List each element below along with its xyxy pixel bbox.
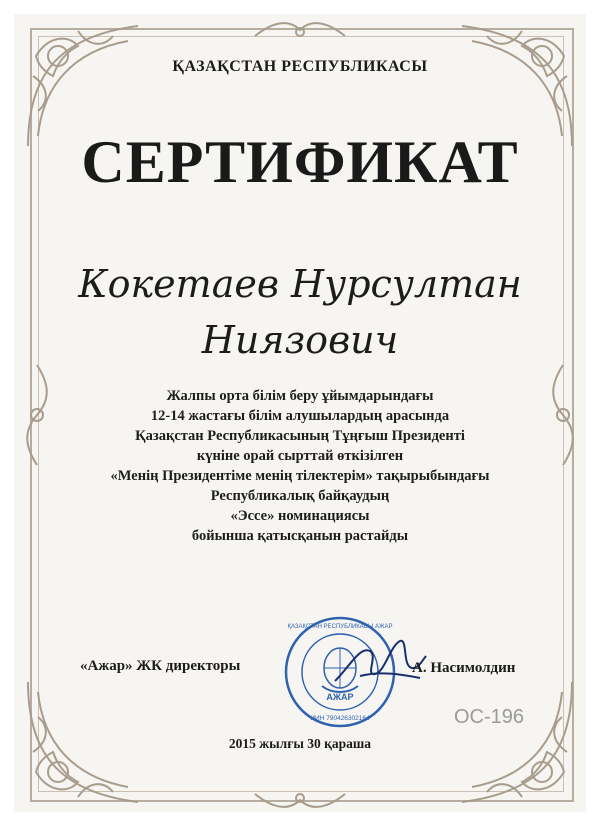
body-line: Қазақстан Республикасының Тұңғыш Президенті [135,428,465,444]
body-line: Жалпы орта білім беру ұйымдарындағы [166,388,434,404]
certificate-date: 2015 жылғы 30 қараша [228,736,372,751]
ornament-top-middle [250,18,350,42]
body-line: «Менің Президентіме менің тілектерім» тақырыбындағы [110,468,490,484]
country-heading: ҚАЗАҚСТАН РЕСПУБЛИКАСЫ [172,58,428,75]
ornament-left-middle [22,360,52,470]
body-line: бойынша қатысқанын растайды [191,528,409,544]
body-line: күніне орай сырттай өткізілген [196,448,404,464]
certificate-code: ОС-196 [454,706,525,728]
stamp-center-text: АЖАР [326,692,354,702]
stamp-bottom-text: ИИН 790426302164 [310,715,370,722]
body-line: 12-14 жастағы білім алушылардың арасында [150,408,450,424]
body-line: «Эссе» номинациясы [230,508,370,524]
director-label: «Ажар» ЖК директоры [80,658,241,674]
certificate-title: СЕРТИФИКАТ [81,129,519,195]
ornament-right-middle [548,360,578,470]
recipient-name-line2: Ниязович [201,318,399,362]
stamp-ring-text: ҚАЗАҚСТАН РЕСПУБЛИКАСЫ АЖАР [287,624,393,630]
body-line: Республикалық байқаудың [210,488,390,504]
recipient-name-line1: Кокетаев Нурсултан [78,262,522,306]
certificate-body [60,386,540,546]
ornament-bottom-middle [250,788,350,812]
director-name: А. Насимолдин [412,660,516,676]
